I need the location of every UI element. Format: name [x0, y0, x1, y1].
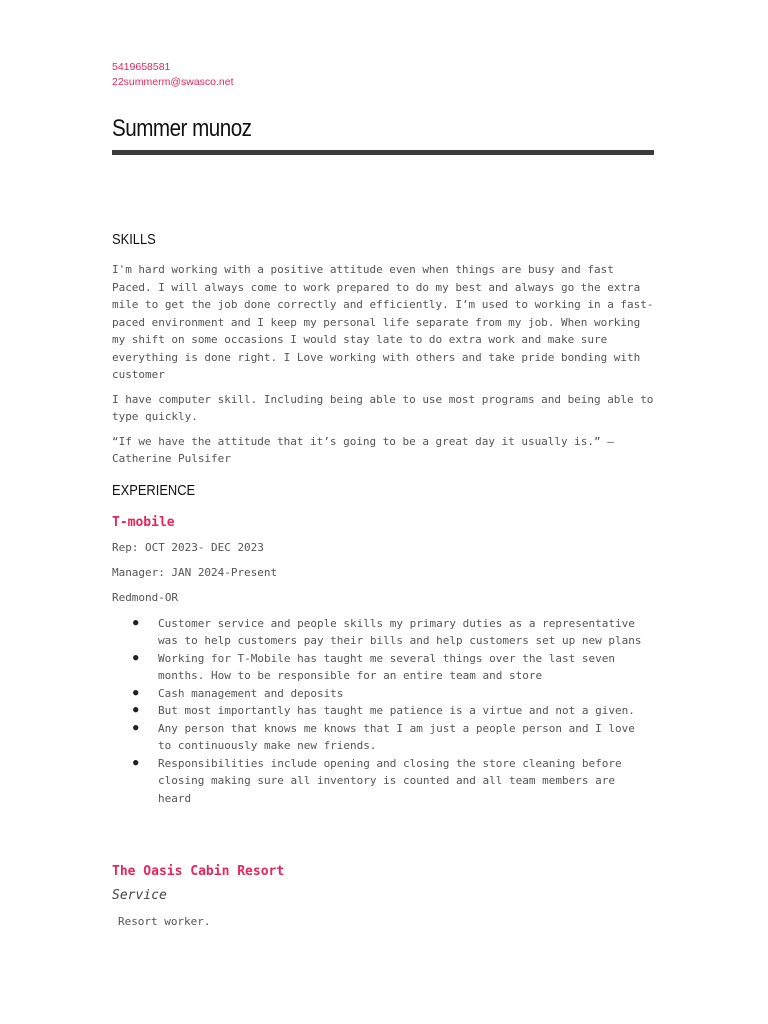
job-role-description: Resort worker.: [118, 915, 211, 928]
experience-heading: EXPERIENCE: [112, 481, 196, 499]
list-item: ● Cash management and deposits: [158, 685, 654, 703]
bullet-icon: ●: [133, 652, 139, 663]
bullet-icon: ●: [133, 617, 139, 628]
list-item: ● Customer service and people skills my primary duties as a representative was to help customers pay their bills and help customers set up new plans: [133, 616, 642, 647]
skills-quote: “If we have the attitude that it’s going to be a great day it usually is.” – Catherine Pulsifer: [112, 434, 614, 465]
job-company-oasis: The Oasis Cabin Resort: [112, 864, 285, 879]
job-manager-dates: Manager: JAN 2024-Present: [112, 565, 278, 579]
contact-block: [112, 60, 654, 90]
list-item: ● Responsibilities include opening and closing the store cleaning before closing making sure all inventory is counted and all team members are heard: [133, 756, 622, 805]
email-address: 22summerm@swasco.net: [112, 76, 234, 88]
resume-page: [112, 60, 654, 931]
phone-number: 5419658581: [112, 61, 171, 73]
list-item: ● Any person that knows me knows that I am just a people person and I love to continuously make new friends.: [133, 721, 635, 752]
skills-paragraph-1: I'm hard working with a positive attitude even when things are busy and fast Paced. I will always come to work prepared to do my best and always go the extra mile to get the job done correctly and efficiently. I’m used to working in a fast-paced environment and I keep my personal life separate from my job. When working my shift on some occasions I would stay late to do extra work and make sure everything is done right. I Love working with others and take pride bonding with customer: [112, 263, 654, 381]
skills-paragraph-2: I have computer skill. Including being able to use most programs and being able to type quickly.: [112, 392, 654, 423]
skills-heading: SKILLS: [112, 231, 156, 248]
list-item: ● Working for T-Mobile has taught me several things over the last seven months. How to be responsible for an entire team and store: [133, 651, 615, 682]
bullet-icon: ●: [133, 705, 139, 715]
list-item: ● But most importantly has taught me patience is a virtue and not a given.: [158, 702, 654, 720]
job-role: Service: [112, 888, 167, 903]
bullet-icon: ●: [133, 722, 139, 733]
candidate-name: Summer munoz: [112, 115, 252, 142]
job-location: Redmond-OR: [112, 590, 179, 604]
bullet-icon: ●: [133, 687, 139, 698]
header-divider: [112, 150, 654, 155]
bullet-icon: ●: [133, 757, 139, 768]
job-duties-list: [112, 615, 654, 808]
job-company-tmobile: T-mobile: [112, 514, 175, 530]
job-rep-dates: Rep: OCT 2023- DEC 2023: [112, 540, 264, 554]
